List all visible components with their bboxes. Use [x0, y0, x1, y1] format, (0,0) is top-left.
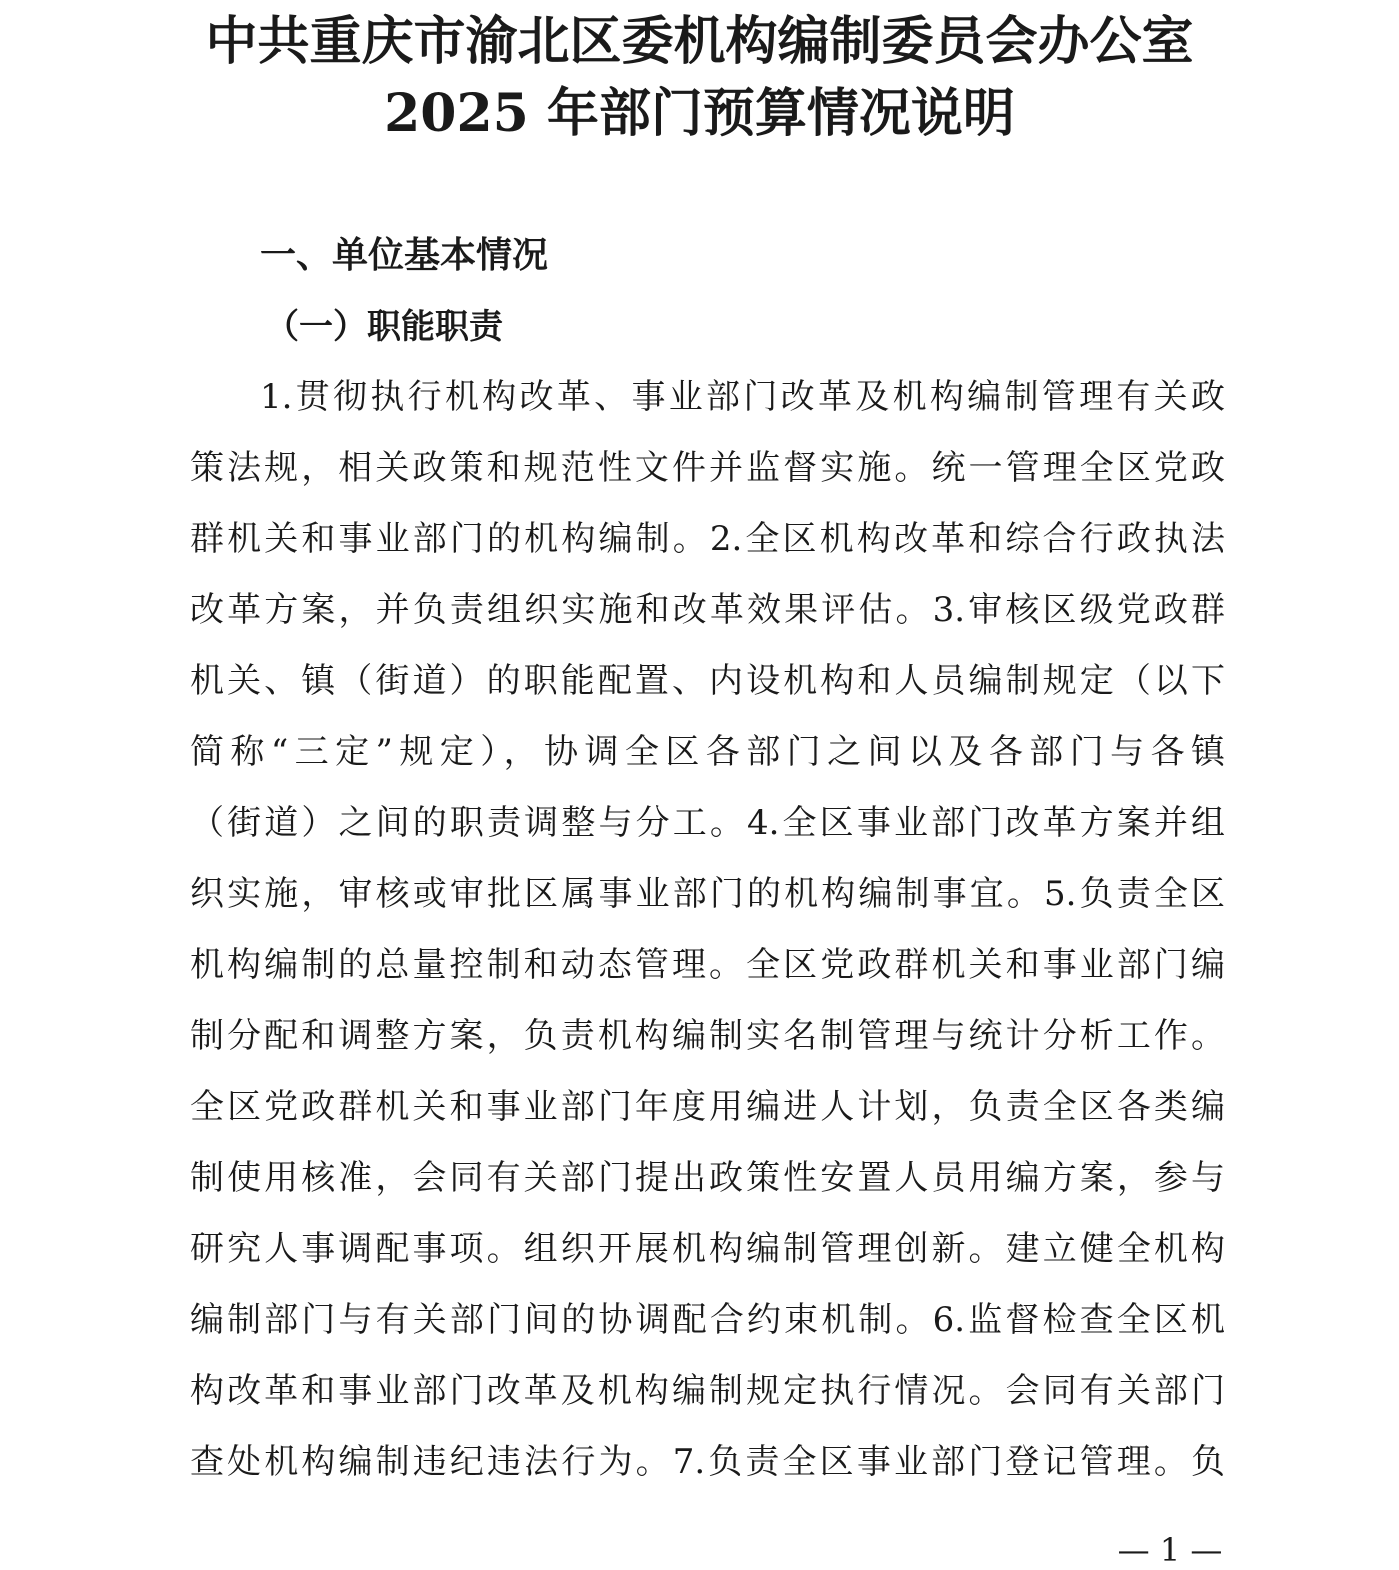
body-line: 1.贯彻执行机构改革、事业部门改革及机构编制管理有关政: [260, 377, 1225, 417]
body-line: 改革方案，并负责组织实施和改革效果评估。3.审核区级党政群: [190, 590, 1225, 630]
body-line: 制使用核准，会同有关部门提出政策性安置人员用编方案，参与: [190, 1158, 1225, 1198]
body-line: 织实施，审核或审批区属事业部门的机构编制事宜。5.负责全区: [190, 874, 1225, 914]
document-title-line-2: 2025 年部门预算情况说明: [384, 83, 1015, 144]
body-line: 制分配和调整方案，负责机构编制实名制管理与统计分析工作。: [190, 1016, 1225, 1056]
section-heading: 一、单位基本情况: [260, 235, 549, 276]
body-line: （街道）之间的职责调整与分工。4.全区事业部门改革方案并组: [190, 803, 1225, 843]
body-line: 编制部门与有关部门间的协调配合约束机制。6.监督检查全区机: [190, 1300, 1225, 1340]
body-line: 查处机构编制违纪违法行为。7.负责全区事业部门登记管理。负: [190, 1442, 1225, 1482]
body-line: 简称“三定”规定），协调全区各部门之间以及各部门与各镇: [190, 732, 1225, 772]
page-number: — 1 —: [1117, 1531, 1223, 1569]
body-line: 构改革和事业部门改革及机构编制规定执行情况。会同有关部门: [190, 1371, 1225, 1411]
body-paragraph: [190, 362, 1225, 1498]
body-line: 机关、镇（街道）的职能配置、内设机构和人员编制规定（以下: [190, 661, 1225, 701]
sub-heading: （一）职能职责: [265, 307, 503, 347]
body-line: 机构编制的总量控制和动态管理。全区党政群机关和事业部门编: [190, 945, 1225, 985]
body-line: 策法规，相关政策和规范性文件并监督实施。统一管理全区党政: [190, 448, 1225, 488]
document-title-line-1: 中共重庆市渝北区委机构编制委员会办公室: [205, 11, 1194, 72]
body-line: 研究人事调配事项。组织开展机构编制管理创新。建立健全机构: [190, 1229, 1225, 1269]
body-line: 群机关和事业部门的机构编制。2.全区机构改革和综合行政执法: [190, 519, 1225, 559]
body-line: 全区党政群机关和事业部门年度用编进人计划，负责全区各类编: [190, 1087, 1225, 1127]
